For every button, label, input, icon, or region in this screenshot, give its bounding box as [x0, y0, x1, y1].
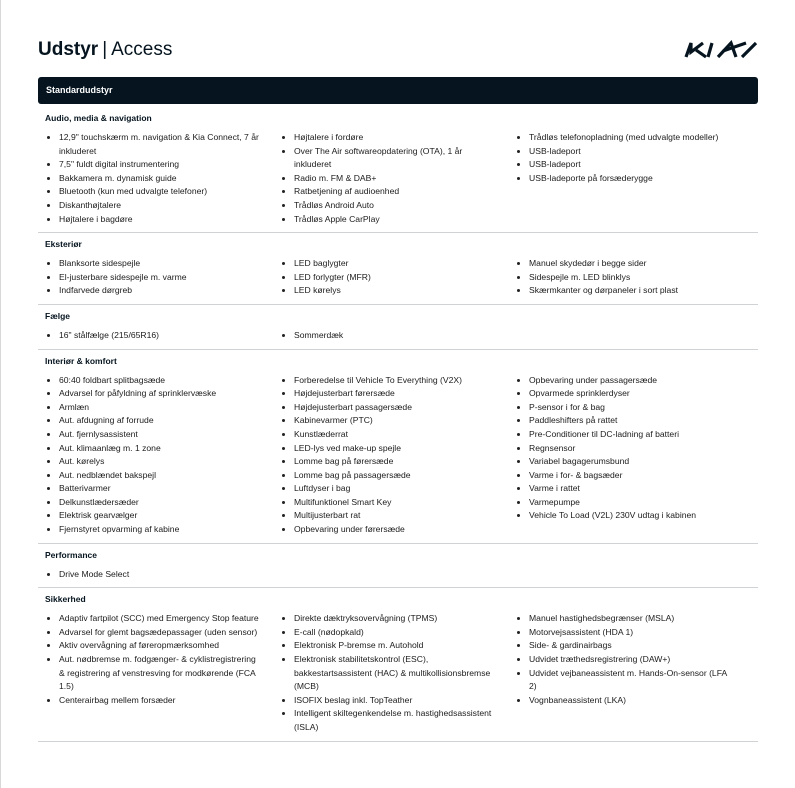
equipment-item: Trådløs Apple CarPlay	[280, 213, 508, 227]
equipment-item: LED forlygter (MFR)	[280, 271, 508, 285]
equipment-item: USB-ladeport	[515, 158, 743, 172]
equipment-item: Varme i rattet	[515, 482, 743, 496]
equipment-item: Motorvejsassistent (HDA 1)	[515, 626, 743, 640]
equipment-item: Aut. kørelys	[45, 455, 273, 469]
equipment-item: Radio m. FM & DAB+	[280, 172, 508, 186]
equipment-item: Intelligent skiltegenkendelse m. hastighedsassistent (ISLA)	[280, 707, 508, 734]
equipment-item: Multifunktionel Smart Key	[280, 496, 508, 510]
equipment-column	[273, 257, 508, 298]
equipment-item: Direkte dæktryksovervågning (TPMS)	[280, 612, 508, 626]
equipment-column	[508, 257, 743, 298]
equipment-column	[508, 612, 743, 734]
section-columns	[38, 257, 758, 298]
equipment-item: Indfarvede dørgreb	[45, 284, 273, 298]
equipment-list	[45, 612, 273, 707]
equipment-item: Elektrisk gearvælger	[45, 509, 273, 523]
equipment-item: Over The Air softwareopdatering (OTA), 1 år inkluderet	[280, 145, 508, 172]
equipment-item: Højdejusterbart førersæde	[280, 387, 508, 401]
equipment-item: Skærmkanter og dørpaneler i sort plast	[515, 284, 743, 298]
equipment-item: P-sensor i for & bag	[515, 401, 743, 415]
equipment-item: Drive Mode Select	[45, 568, 273, 582]
standard-equipment-bar: Standardudstyr	[38, 77, 758, 104]
equipment-item: Varme i for- & bagsæder	[515, 469, 743, 483]
section-columns	[38, 568, 758, 582]
equipment-item: Aut. fjernlysassistent	[45, 428, 273, 442]
equipment-list	[280, 374, 508, 537]
equipment-item: Sidespejle m. LED blinklys	[515, 271, 743, 285]
equipment-item: 60:40 foldbart splitbagsæde	[45, 374, 273, 388]
equipment-column	[273, 329, 508, 343]
equipment-item: Højdejusterbart passagersæde	[280, 401, 508, 415]
equipment-item: Bluetooth (kun med udvalgte telefoner)	[45, 185, 273, 199]
equipment-item: Delkunstlædersæder	[45, 496, 273, 510]
equipment-list	[45, 257, 273, 298]
equipment-item: ISOFIX beslag inkl. TopTeather	[280, 694, 508, 708]
equipment-list	[515, 131, 743, 185]
equipment-item: Aut. nedblændet bakspejl	[45, 469, 273, 483]
page-edge	[0, 0, 1, 788]
equipment-column	[273, 568, 508, 582]
equipment-item: Batterivarmer	[45, 482, 273, 496]
equipment-item: USB-ladeporte på forsæderygge	[515, 172, 743, 186]
title-rest: Access	[111, 39, 173, 60]
section-title: Eksteriør	[45, 239, 82, 250]
equipment-item: Fjernstyret opvarming af kabine	[45, 523, 273, 537]
equipment-item: USB-ladeport	[515, 145, 743, 159]
equipment-item: Adaptiv fartpilot (SCC) med Emergency Stop feature	[45, 612, 273, 626]
equipment-item: Sommerdæk	[280, 329, 508, 343]
equipment-item: Trådløs Android Auto	[280, 199, 508, 213]
page-title	[38, 38, 758, 62]
equipment-item: Aut. afdugning af forrude	[45, 414, 273, 428]
equipment-item: Advarsel for påfyldning af sprinklervæske	[45, 387, 273, 401]
equipment-item: Udvidet træthedsregistrering (DAW+)	[515, 653, 743, 667]
equipment-column	[508, 329, 743, 343]
equipment-section	[38, 588, 758, 741]
section-title: Audio, media & navigation	[45, 113, 152, 123]
section-title: Sikkerhed	[45, 594, 86, 605]
equipment-item: E-call (nødopkald)	[280, 626, 508, 640]
section-title: Performance	[45, 549, 97, 560]
equipment-item: Centerairbag mellem forsæder	[45, 694, 273, 708]
equipment-item: Paddleshifters på rattet	[515, 414, 743, 428]
equipment-item: Manuel hastighedsbegrænser (MSLA)	[515, 612, 743, 626]
equipment-section	[38, 350, 758, 544]
section-title: Interiør & komfort	[45, 355, 117, 366]
equipment-item: 16" stålfælge (215/65R16)	[45, 329, 273, 343]
equipment-list	[45, 131, 273, 226]
equipment-item: Multijusterbart rat	[280, 509, 508, 523]
equipment-item: Luftdyser i bag	[280, 482, 508, 496]
equipment-item: Varmepumpe	[515, 496, 743, 510]
equipment-column	[508, 568, 743, 582]
equipment-item: Variabel bagagerumsbund	[515, 455, 743, 469]
equipment-column	[38, 131, 273, 226]
equipment-item: LED kørelys	[280, 284, 508, 298]
equipment-column	[38, 257, 273, 298]
title-bold: Udstyr	[38, 39, 99, 60]
equipment-item: Ratbetjening af audioenhed	[280, 185, 508, 199]
equipment-item: Trådløs telefonopladning (med udvalgte modeller)	[515, 131, 743, 145]
equipment-column	[273, 131, 508, 226]
equipment-item: 7,5" fuldt digital instrumentering	[45, 158, 273, 172]
equipment-item: Vognbaneassistent (LKA)	[515, 694, 743, 708]
equipment-item: Advarsel for glemt bagsædepassager (uden sensor)	[45, 626, 273, 640]
section-columns	[38, 131, 758, 226]
kia-logo-icon	[684, 40, 758, 60]
equipment-column	[38, 329, 273, 343]
section-title: Fælge	[45, 310, 71, 321]
equipment-section	[38, 107, 758, 233]
equipment-item: Aut. nødbremse m. fodgænger- & cyklistregistrering & registrering af venstresving for modkørende (FCA 1.5)	[45, 653, 273, 694]
equipment-item: Diskanthøjtalere	[45, 199, 273, 213]
equipment-item: LED baglygter	[280, 257, 508, 271]
equipment-list	[515, 374, 743, 524]
equipment-item: 12,9" touchskærm m. navigation & Kia Connect, 7 år inkluderet	[45, 131, 273, 158]
page-header	[38, 38, 758, 64]
section-columns	[38, 329, 758, 343]
equipment-item: Aut. klimaanlæg m. 1 zone	[45, 442, 273, 456]
equipment-section	[38, 233, 758, 305]
equipment-section	[38, 544, 758, 589]
equipment-item: Kunstlæderrat	[280, 428, 508, 442]
equipment-item: Vehicle To Load (V2L) 230V udtag i kabinen	[515, 509, 743, 523]
equipment-column	[38, 568, 273, 582]
equipment-list	[45, 568, 273, 582]
equipment-item: LED-lys ved make-up spejle	[280, 442, 508, 456]
equipment-item: Elektronisk stabilitetskontrol (ESC), bakkestartsassistent (HAC) & multikollisionsbremse (MCB)	[280, 653, 508, 694]
equipment-column	[38, 374, 273, 537]
section-columns	[38, 374, 758, 537]
equipment-item: Manuel skydedør i begge sider	[515, 257, 743, 271]
equipment-item: Højtalere i fordøre	[280, 131, 508, 145]
equipment-item: Side- & gardinairbags	[515, 639, 743, 653]
equipment-sections	[38, 107, 758, 742]
equipment-list	[45, 329, 273, 343]
equipment-section	[38, 305, 758, 350]
equipment-list	[280, 257, 508, 298]
equipment-item: Kabinevarmer (PTC)	[280, 414, 508, 428]
equipment-column	[508, 374, 743, 537]
equipment-item: El-justerbare sidespejle m. varme	[45, 271, 273, 285]
equipment-item: Blanksorte sidespejle	[45, 257, 273, 271]
section-columns	[38, 612, 758, 734]
equipment-list	[280, 131, 508, 226]
equipment-list	[280, 329, 508, 343]
equipment-item: Elektronisk P-bremse m. Autohold	[280, 639, 508, 653]
equipment-list	[515, 257, 743, 298]
equipment-item: Pre-Conditioner til DC-ladning af batteri	[515, 428, 743, 442]
equipment-item: Højtalere i bagdøre	[45, 213, 273, 227]
equipment-column	[273, 612, 508, 734]
equipment-list	[45, 374, 273, 537]
equipment-item: Aktiv overvågning af føreropmærksomhed	[45, 639, 273, 653]
equipment-list	[280, 612, 508, 734]
equipment-item: Lomme bag på førersæde	[280, 455, 508, 469]
title-separator: |	[102, 39, 108, 60]
equipment-item: Opvarmede sprinklerdyser	[515, 387, 743, 401]
equipment-item: Forberedelse til Vehicle To Everything (V2X)	[280, 374, 508, 388]
equipment-item: Lomme bag på passagersæde	[280, 469, 508, 483]
equipment-column	[508, 131, 743, 226]
equipment-item: Armlæn	[45, 401, 273, 415]
equipment-column	[38, 612, 273, 734]
equipment-item: Bakkamera m. dynamisk guide	[45, 172, 273, 186]
equipment-list	[515, 612, 743, 707]
equipment-item: Opbevaring under passagersæde	[515, 374, 743, 388]
equipment-column	[273, 374, 508, 537]
equipment-item: Udvidet vejbaneassistent m. Hands-On-sensor (LFA 2)	[515, 667, 743, 694]
equipment-item: Opbevaring under førersæde	[280, 523, 508, 537]
equipment-item: Regnsensor	[515, 442, 743, 456]
